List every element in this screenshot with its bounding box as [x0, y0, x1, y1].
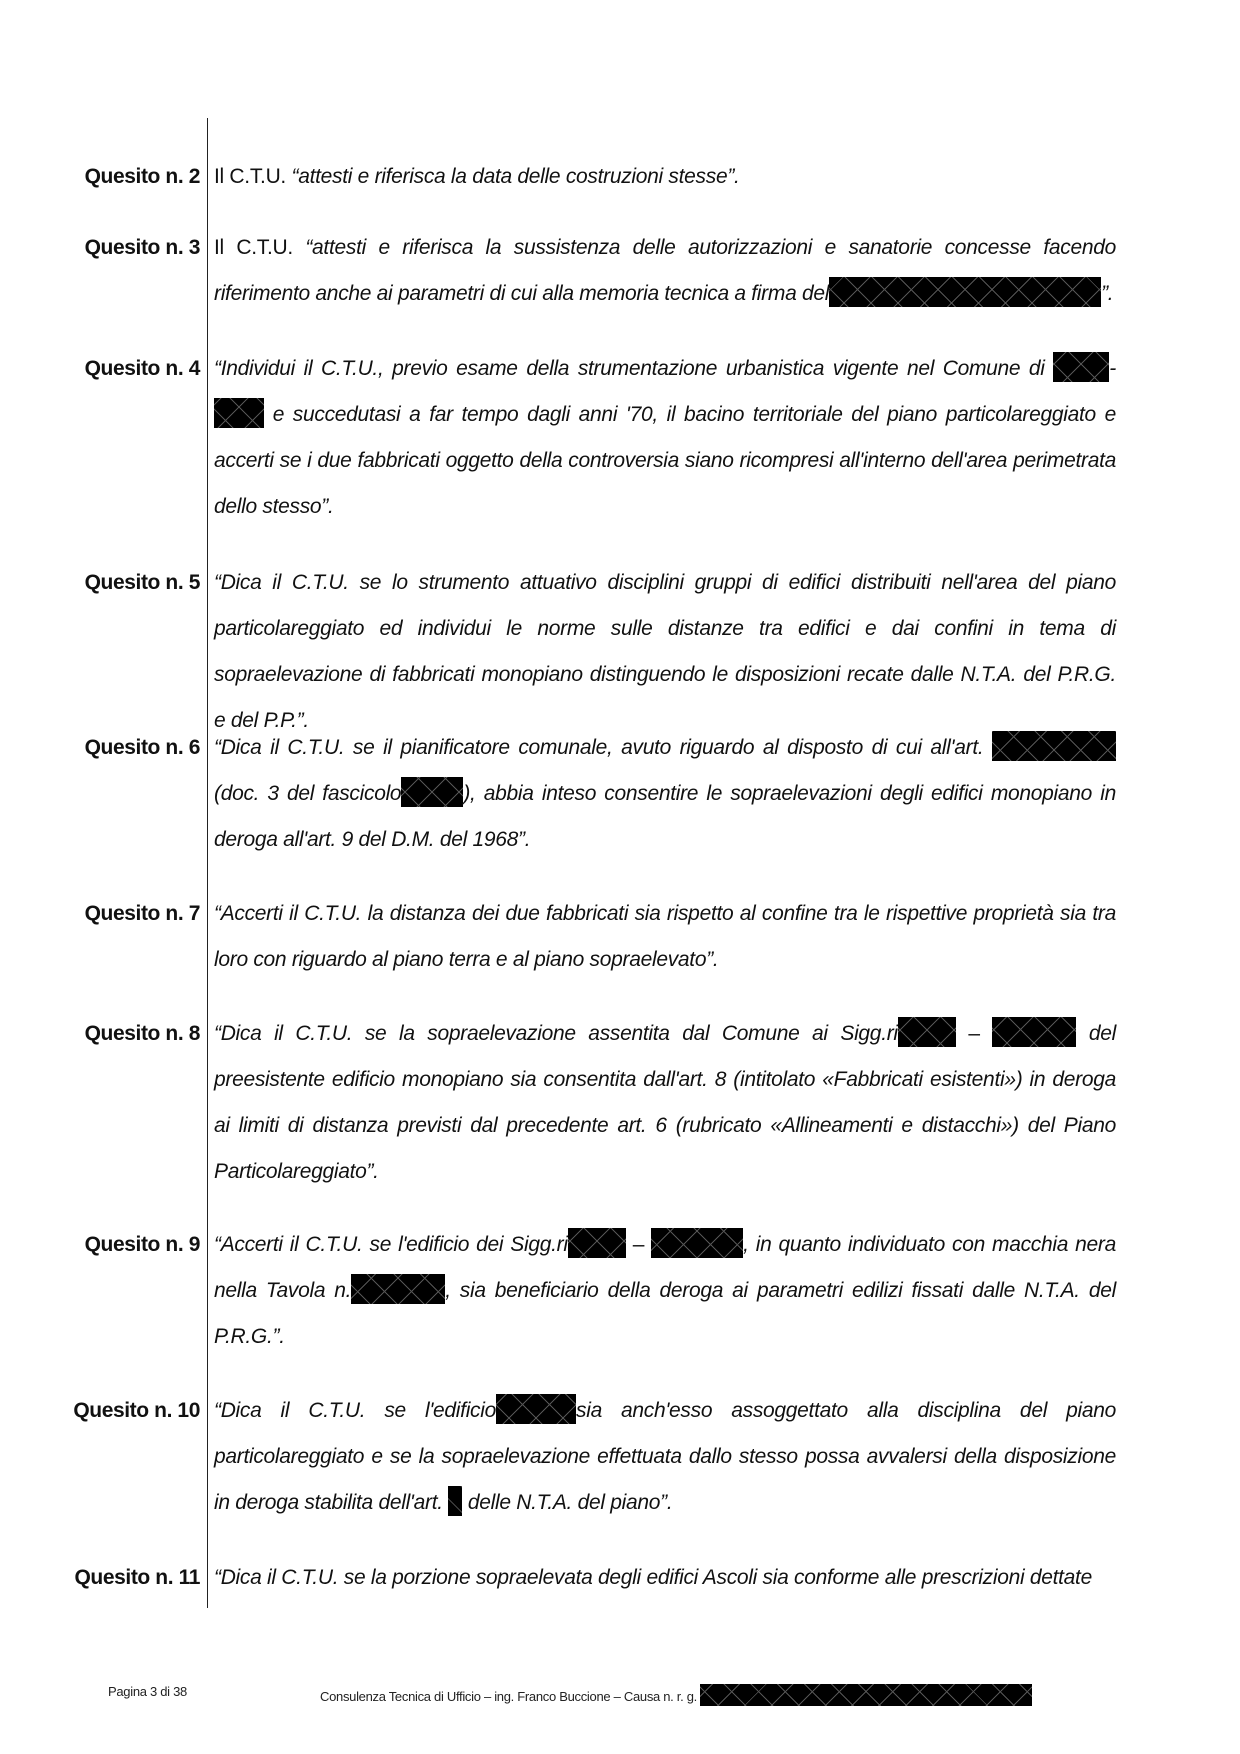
quesito-text: “Dica il C.T.U. se lo strumento attuativo disciplini gruppi di edifici distribuiti nell'area del piano particolareggiato ed individui le norme sulle distanze tra edifici e dai confini in tema di sopraelevazione di fabbricati monopiano distinguendo le disposizioni recate dalle N.T.A. del P.R.G. e del P.P.”.	[214, 571, 1116, 732]
quesito-text: “Individui il C.T.U., previo esame della strumentazione urbanistica vigente nel Comune di - e succedutasi a far tempo dagli anni '70, il bacino territoriale del piano particolareggiato e accerti se i due fabbricati oggetto della controversia siano ricompresi all'interno dell'area perimetrata dello stesso”.	[214, 346, 1116, 530]
redaction-block	[496, 1394, 576, 1424]
redaction-block	[214, 398, 264, 428]
quesito-text: “Dica il C.T.U. se la sopraelevazione assentita dal Comune ai Sigg.ri – del preesistente edificio monopiano sia consentita dall'art. 8 (intitolato «Fabbricati esistenti») in deroga ai limiti di distanza previsti dal precedente art. 6 (rubricato «Allineamenti e distacchi») del Piano Particolareggiato”.	[214, 1011, 1116, 1195]
quesito-label: Quesito n. 2	[84, 165, 200, 188]
redaction-block	[351, 1274, 445, 1304]
quesito-text: Il C.T.U. “attesti e riferisca la data delle costruzioni stesse”.	[214, 165, 740, 188]
quesito-text: “Dica il C.T.U. se l'edificio sia anch'esso assoggettato alla disciplina del piano particolareggiato e se la sopraelevazione effettuata dallo stesso possa avvalersi della disposizione in deroga stabilita dell'art. delle N.T.A. del piano”.	[214, 1388, 1116, 1526]
quesito-label: Quesito n. 4	[84, 357, 200, 380]
quesito-text: “Accerti il C.T.U. se l'edificio dei Sigg.ri – , in quanto individuato con macchia nera nella Tavola n. , sia beneficiario della deroga ai parametri edilizi fissati dalle N.T.A. del P.R.G.”.	[214, 1222, 1116, 1360]
footer-reference: Consulenza Tecnica di Ufficio – ing. Franco Buccione – Causa n. r. g.	[320, 1684, 1032, 1706]
quesito-label: Quesito n. 6	[84, 736, 200, 759]
redaction-block	[401, 777, 463, 807]
redaction-block	[898, 1017, 956, 1047]
quesito-label: Quesito n. 8	[84, 1022, 200, 1045]
redaction-block	[829, 277, 1101, 307]
quesito-label: Quesito n. 11	[74, 1566, 200, 1589]
redaction-block	[700, 1684, 1032, 1706]
quesito-label: Quesito n. 9	[84, 1233, 200, 1256]
redaction-block	[992, 731, 1116, 761]
quesito-label: Quesito n. 3	[84, 236, 200, 259]
margin-rule	[207, 118, 208, 1608]
redaction-block	[448, 1486, 462, 1516]
quesito-text: “Dica il C.T.U. se il pianificatore comunale, avuto riguardo al disposto di cui all'art. (doc. 3 del fascicolo ), abbia inteso consentire le sopraelevazioni degli edifici monopiano in deroga all'art. 9 del D.M. del 1968”.	[214, 725, 1116, 863]
quesito-label: Quesito n. 10	[73, 1399, 200, 1422]
quesito-text: “Accerti il C.T.U. la distanza dei due fabbricati sia rispetto al confine tra le rispettive proprietà sia tra loro con riguardo al piano terra e al piano sopraelevato”.	[214, 902, 1116, 971]
quesito-text: “Dica il C.T.U. se la porzione sopraelevata degli edifici Ascoli sia conforme alle prescrizioni dettate	[214, 1566, 1092, 1589]
redaction-block	[992, 1017, 1076, 1047]
redaction-block	[1053, 352, 1109, 382]
quesito-label: Quesito n. 7	[84, 902, 200, 925]
redaction-block	[651, 1228, 743, 1258]
quesito-text: Il C.T.U. “attesti e riferisca la sussistenza delle autorizzazioni e sanatorie concesse facendo riferimento anche ai parametri di cui alla memoria tecnica a firma del ”.	[214, 236, 1116, 305]
redaction-block	[568, 1228, 626, 1258]
page-number: Pagina 3 di 38	[108, 1684, 187, 1699]
quesito-label: Quesito n. 5	[84, 571, 200, 594]
